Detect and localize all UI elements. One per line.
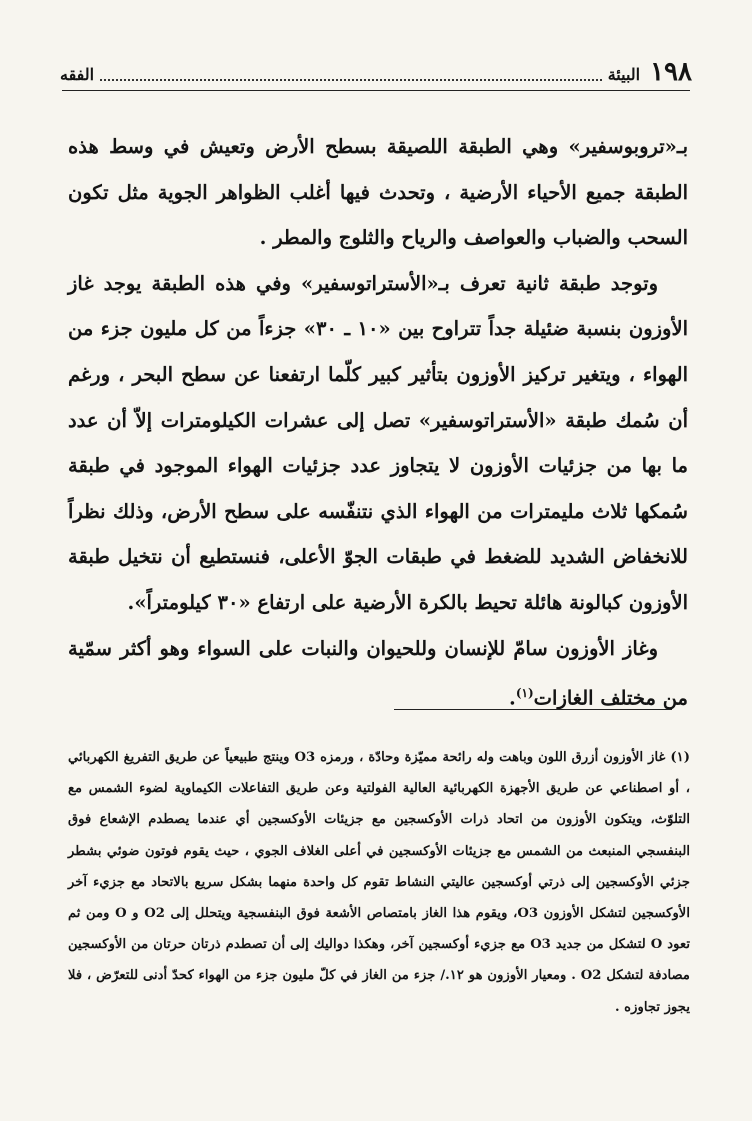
footnote-separator xyxy=(394,709,672,710)
running-section-title: البيئة xyxy=(607,65,641,84)
paragraph: بـ«تروبوسفير» وهي الطبقة اللصيقة بسطح الأرض وتعيش في وسط هذه الطبقة جميع الأحياء الأرضية ، وتحدث فيها أغلب الظواهر الجوية مثل تكون السحب والضباب والعواصف والرياح والثلوج والمطر . xyxy=(68,135,688,250)
footnote xyxy=(68,742,690,1023)
page-header xyxy=(60,58,692,86)
footnote-marker: (١) xyxy=(515,686,534,701)
paragraph: وتوجد طبقة ثانية تعرف بـ«الأستراتوسفير» وفي هذه الطبقة يوجد غاز الأوزون بنسبة ضئيلة جداً تتراوح بين «١٠ ـ ٣٠» جزءاً من كل مليون جزء من الهواء ، ويتغير تركيز الأوزون بتأثير كبير كلّما ارتفعنا عن سطح البحر ، ورغم أن سُمك طبقة «الأستراتوسفير» تصل إلى عشرات الكيلومترات إلاّ أن عدد ما بها من جزئيات الأوزون لا يتجاوز عدد جزئيات الهواء الموجود في طبقة سُمكها ثلاث مليمترات من الهواء الذي نتنفّسه على سطح الأرض، وذلك نظراً للانخفاض الشديد للضغط في طبقات الجوّ الأعلى، فنستطيع أن نتخيل طبقة الأوزون كبالونة هائلة تحيط بالكرة الأرضية على ارتفاع «٣٠ كيلومتراً». xyxy=(68,271,688,614)
footnote-text: (١) غاز الأوزون أزرق اللون وباهت وله رائحة مميّزة وحادّة ، ورمزه O3 وينتج طبيعياً عن طريق التفريغ الكهربائي ، أو اصطناعي عن طريق الأجهزة الكهربائية العالية الفولتية وعن طريق التفاعلات الكيماوية لضوء الشمس مع التلوّث، ويتكون الأوزون من اتحاد ذرات الأوكسجين مع جزيئات الأوكسجين أي عندما يصطدم الإشعاع فوق البنفسجي المنبعث من الشمس مع جزيئات الأوكسجين في أعلى الغلاف الجوي ، حيث يقوم فوتون ضوئي بشطر جزئي الأوكسجين إلى ذرتي أوكسجين عاليتي النشاط تقوم كل واحدة منهما بشكل سريع بالاتحاد مع جزيء آخر الأوكسجين لتشكل الأوزون O3، ويقوم هذا الغاز بامتصاص الأشعة فوق البنفسجية ويتحلل إلى O2 و O ومن ثم تعود O لتشكل من جديد O3 مع جزيء أوكسجين آخر، وهكذا دواليك إلى أن تصطدم ذرتان حرتان من الأوكسجين مصادفة لتشكل O2 . ومعيار الأوزون هو ١٢./ جزء من الغاز في كلّ مليون جزء من الهواء كحدّ أدنى للتعرّض ، فلا يجوز تجاوزه . xyxy=(68,750,691,1015)
paragraph xyxy=(68,626,688,722)
header-rule xyxy=(62,90,690,91)
sentence-end: . xyxy=(509,686,516,710)
running-subject-title: الفقه xyxy=(60,65,95,84)
header-leader-dots xyxy=(100,78,602,81)
main-text xyxy=(68,124,688,721)
paragraph-text: وغاز الأوزون سامّ للإنسان وللحيوان والنبات على السواء وهو أكثر سمّية من مختلف الغازات xyxy=(68,636,688,710)
page-number: ١٩٨ xyxy=(650,57,692,87)
